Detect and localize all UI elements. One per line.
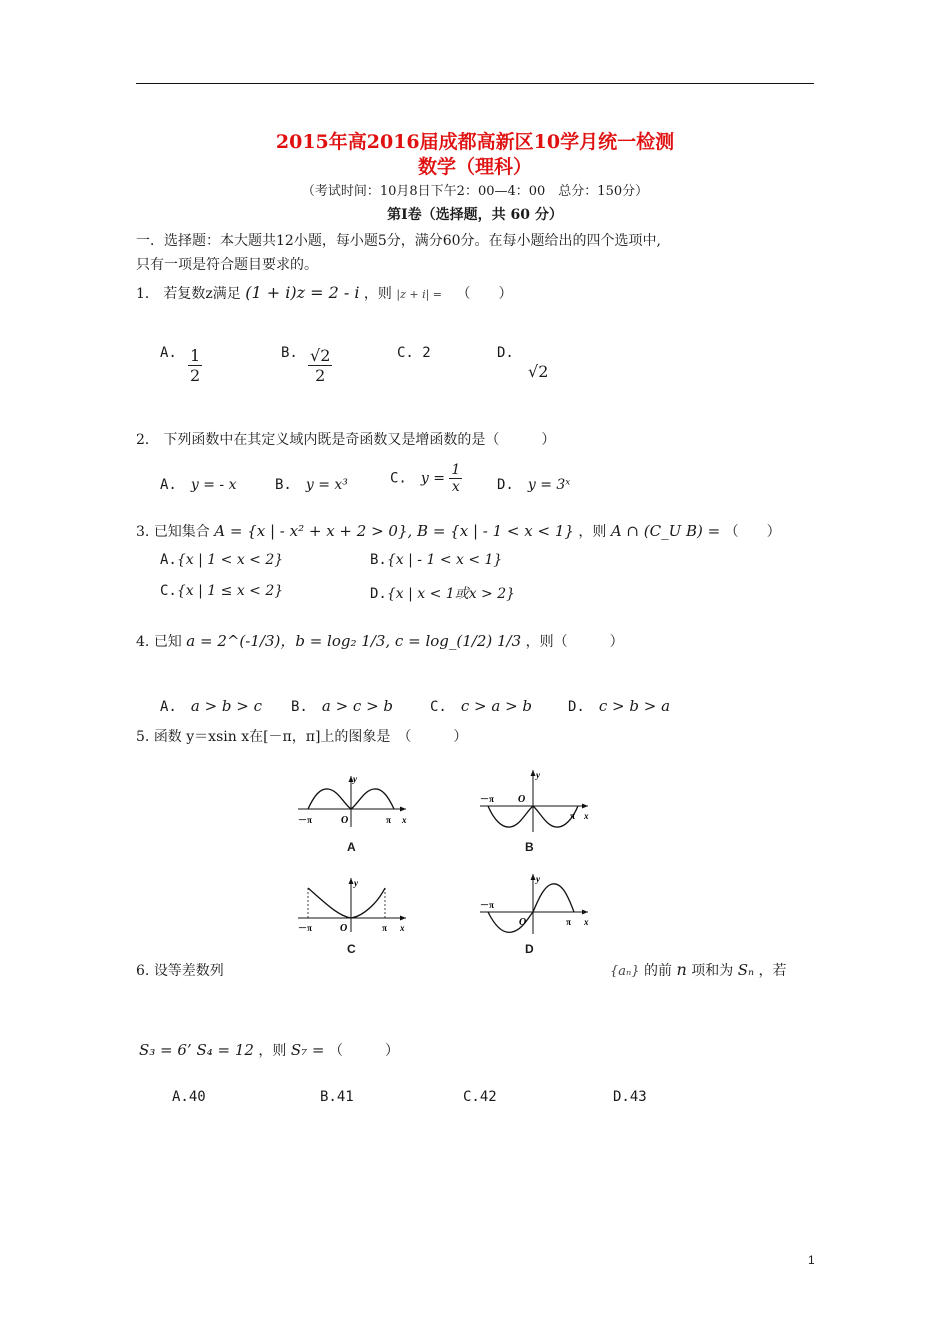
exam-title: 2015年高2016届成都高新区10学月统一检测 bbox=[275, 131, 675, 153]
sum-formula: Sₙ bbox=[737, 961, 755, 979]
question-4 bbox=[136, 630, 624, 651]
target-formula: S₇ = bbox=[290, 1041, 325, 1059]
x-axis-label: x bbox=[584, 811, 589, 821]
question-text-5: ，则 bbox=[258, 1043, 287, 1059]
question-text-2: 的前 bbox=[644, 963, 673, 979]
q6-option-a: A.40 bbox=[172, 1089, 206, 1105]
graph-b bbox=[478, 766, 593, 836]
pi-label: π bbox=[566, 917, 571, 927]
graph-b-label: B bbox=[525, 840, 534, 854]
neg-pi-label: －π bbox=[298, 923, 312, 933]
sequence-formula: {aₙ} bbox=[610, 964, 640, 979]
origin-label: O bbox=[518, 794, 526, 805]
question-number: 3. bbox=[136, 524, 150, 540]
answer-bracket: （ ） bbox=[724, 524, 781, 540]
y-axis-label: y bbox=[536, 770, 540, 780]
answer-bracket: （ ） bbox=[456, 286, 513, 302]
question-formula: (1 + i)z = 2 - i bbox=[245, 283, 360, 302]
q4-option-c: C. c > a > b bbox=[430, 697, 533, 715]
instructions-line-1: 一．选择题：本大题共12小题，每小题5分，满分60分。在每小题给出的四个选项中, bbox=[136, 233, 661, 249]
question-text: 已知 bbox=[153, 634, 182, 650]
x-axis-label: x bbox=[402, 815, 407, 825]
question-6-line-2 bbox=[139, 1040, 399, 1060]
graph-a-label: A bbox=[347, 840, 356, 854]
question-number: 2． bbox=[136, 432, 159, 448]
page-number: 1 bbox=[808, 1253, 815, 1267]
answer-bracket: （ ） bbox=[328, 1043, 399, 1059]
question-5 bbox=[136, 726, 467, 746]
graph-a bbox=[296, 772, 411, 832]
q1-option-d-label: D. bbox=[497, 345, 514, 361]
q4-option-d: D. c > b > a bbox=[568, 697, 671, 715]
question-formula-2: |z + i| = bbox=[396, 288, 443, 301]
y-axis-label: y bbox=[353, 774, 357, 784]
q2-option-d: D. y = 3ˣ bbox=[497, 477, 571, 493]
origin-label: O bbox=[340, 923, 348, 934]
q4-option-b: B. a > c > b bbox=[291, 697, 394, 715]
x-axis-label: x bbox=[400, 923, 405, 933]
q1-option-b-label: B. bbox=[281, 345, 298, 361]
question-formula: A = {x | - x² + x + 2 > 0}, B = {x | - 1 < x < 1} bbox=[214, 522, 574, 540]
y-axis-label: y bbox=[536, 874, 540, 884]
question-2 bbox=[136, 429, 555, 449]
q3-option-a: A.{x | 1 < x < 2} bbox=[160, 552, 284, 568]
q2-option-a: A. y = - x bbox=[160, 477, 237, 493]
question-text: 设等差数列 bbox=[153, 963, 224, 979]
question-6-start bbox=[136, 960, 224, 980]
graph-c-label: C bbox=[347, 942, 356, 956]
q6-option-d: D.43 bbox=[613, 1089, 647, 1105]
question-3 bbox=[136, 521, 781, 541]
question-text: 下列函数中在其定义域内既是奇函数又是增函数的是（ ） bbox=[163, 432, 556, 448]
q1-option-d-value: √2 bbox=[528, 362, 549, 381]
q1-option-a-label: A. bbox=[160, 345, 177, 361]
graph-d-label: D bbox=[525, 942, 534, 956]
question-text-2: ，则 bbox=[363, 286, 392, 302]
instructions-line-2: 只有一项是符合题目要求的。 bbox=[136, 257, 318, 273]
question-number: 5. bbox=[136, 729, 150, 745]
neg-pi-label: －π bbox=[298, 815, 312, 825]
question-text-2: ，则 bbox=[578, 524, 607, 540]
q6-option-c: C.42 bbox=[463, 1089, 497, 1105]
y-axis-label: y bbox=[354, 878, 358, 888]
question-text: 函数 y＝xsin x在[－π，π]上的图象是 （ ） bbox=[153, 729, 468, 745]
exam-subtitle: 数学（理科） bbox=[417, 156, 532, 178]
q6-option-b: B.41 bbox=[320, 1089, 354, 1105]
given-formula: S₃ = 6’ S₄ = 12 bbox=[139, 1041, 254, 1059]
pi-label: π bbox=[386, 815, 391, 825]
question-formula-2: A ∩ (C_U B) = bbox=[610, 522, 721, 540]
q1-option-c: C. 2 bbox=[397, 345, 431, 361]
question-text-2: ，则（ ） bbox=[525, 634, 624, 650]
neg-pi-label: －π bbox=[480, 794, 494, 804]
question-number: 1． bbox=[136, 286, 159, 302]
question-1 bbox=[136, 283, 512, 303]
q3-option-c: C.{x | 1 ≤ x < 2} bbox=[160, 583, 284, 599]
origin-label: O bbox=[341, 815, 349, 826]
question-number: 4. bbox=[136, 634, 150, 650]
pi-label: π bbox=[382, 923, 387, 933]
question-6-end bbox=[610, 960, 787, 980]
q3-option-d: D.{x | x < 1或x > 2} bbox=[370, 586, 516, 602]
neg-pi-label: －π bbox=[480, 900, 494, 910]
question-text-4: ，若 bbox=[758, 963, 787, 979]
q4-option-a: A. a > b > c bbox=[160, 697, 263, 715]
q3-option-b: B.{x | - 1 < x < 1} bbox=[370, 552, 503, 568]
origin-label: O bbox=[519, 917, 527, 928]
question-text: 若复数z满足 bbox=[163, 286, 241, 302]
question-number: 6. bbox=[136, 963, 150, 979]
section-heading: 第Ⅰ卷（选择题，共 60 分） bbox=[387, 207, 563, 223]
n-formula: n bbox=[676, 960, 687, 979]
q2-option-b: B. y = x³ bbox=[275, 477, 348, 493]
top-rule bbox=[136, 83, 814, 84]
q1-option-b-value: $\frac{√2}{2}$ bbox=[310, 346, 331, 385]
graph-c bbox=[296, 874, 411, 936]
question-formula: a = 2^(-1/3)，b = log₂ 1/3, c = log_(1/2) 1/3 bbox=[186, 632, 522, 650]
q1-option-a-value: $\frac{1}{2}$ bbox=[190, 346, 201, 385]
question-text-3: 项和为 bbox=[691, 963, 734, 979]
pi-label: π bbox=[570, 811, 575, 821]
graph-d bbox=[478, 870, 593, 938]
q2-option-c: C. y = $\frac{1}{x}$ bbox=[390, 462, 461, 495]
x-axis-label: x bbox=[584, 917, 589, 927]
exam-info: （考试时间：10月8日下午2：00—4：00 总分：150分） bbox=[301, 184, 649, 199]
question-text: 已知集合 bbox=[153, 524, 210, 540]
